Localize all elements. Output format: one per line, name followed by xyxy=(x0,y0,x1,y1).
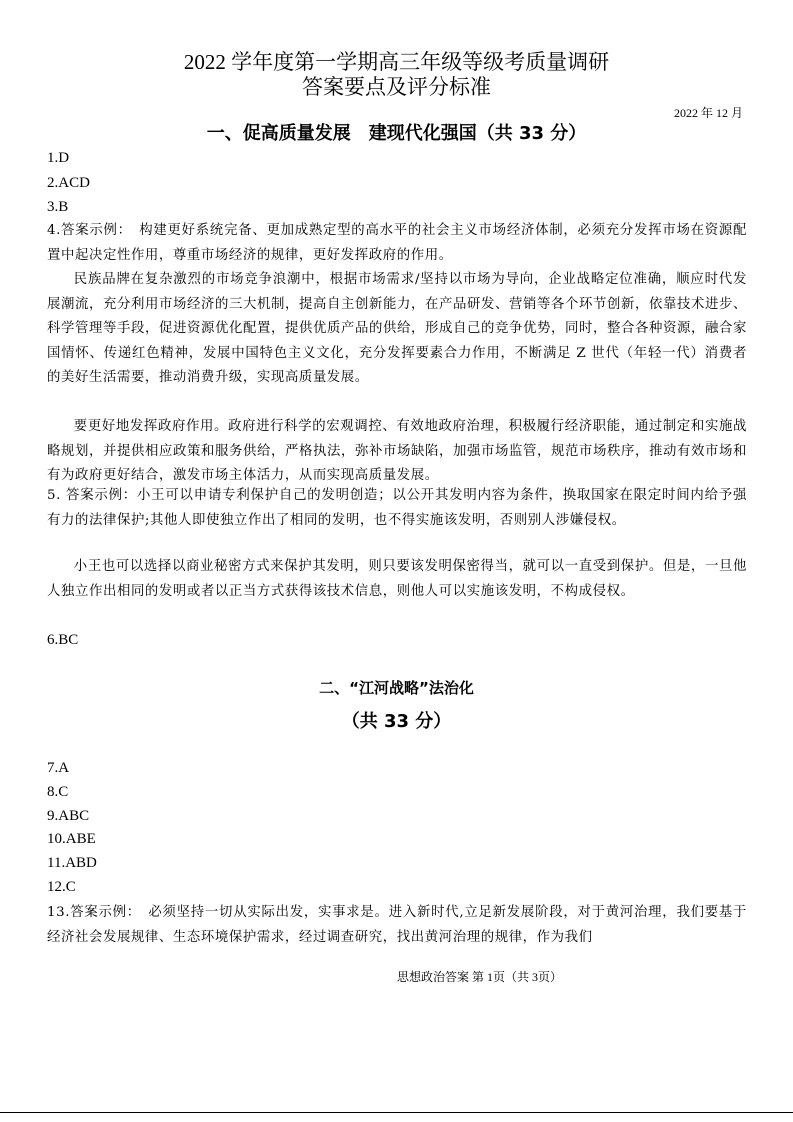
document-subtitle: 答案要点及评分标准 xyxy=(302,75,491,99)
answer-11: 11.ABD xyxy=(47,855,97,871)
section-1-heading: 一、促高质量发展 建现代化强国（共 33 分） xyxy=(206,123,587,144)
section-2-heading: 二、“江河战略”法治化 xyxy=(319,679,474,697)
answer-2: 2.ACD xyxy=(47,175,90,191)
answer-13-paragraph-1: 13.答案示例： 必须坚持一切从实际出发，实事求是。进入新时代,立足新发展阶段，对于黄河治理，我们要基于经济社会发展规律、生态环境保护需求，经过调查研究，找出黄河治理的规律，作为我们 xyxy=(47,905,747,945)
answer-1: 1.D xyxy=(47,150,70,166)
answer-8: 8.C xyxy=(47,784,69,800)
document-date: 2022 年 12 月 xyxy=(673,106,743,120)
answer-6: 6.BC xyxy=(47,632,79,648)
answer-9: 9.ABC xyxy=(47,808,90,824)
answer-12: 12.C xyxy=(47,879,76,895)
section-2-score: （共 33 分） xyxy=(341,711,452,732)
document-title: 2022 学年度第一学期高三年级等级考质量调研 xyxy=(183,50,610,74)
answer-4-paragraph-2: 民族品牌在复杂激烈的市场竞争浪潮中，根据市场需求/坚持以市场为导向，企业战略定位准确，顺应时代发展潮流，充分利用市场经济的三大机制，提高自主创新能力，在产品研发、营销等各个环节创新，依靠技术进步、科学管理等手段，促进资源优化配置，提供优质产品的供给，形成自己的竞争优势，同时，整合各种资源，融合家国情怀、传递红色精神，发展中国特色主义文化，充分发挥要素合力作用，不断满足 Z 世代（年轻一代）消费者的美好生活需要，推动消费升级，实现高质量发展。 xyxy=(47,272,747,385)
answer-10: 10.ABE xyxy=(47,831,96,847)
answer-5-paragraph-1: 5. 答案示例：小王可以申请专利保护自己的发明创造；以公开其发明内容为条件，换取国家在限定时间内给予强有力的法律保护;其他人即使独立作出了相同的发明，也不得实施该发明，否则别人涉嫌侵权。 xyxy=(47,488,747,528)
page-footer: 思想政治答案 第 1页（共 3页） xyxy=(397,970,563,984)
answer-7: 7.A xyxy=(47,760,70,776)
answer-5-paragraph-2: 小王也可以选择以商业秘密方式来保护其发明，则只要该发明保密得当，就可以一直受到保护。但是，一旦他人独立作出相同的发明或者以正当方式获得该技术信息，则他人可以实施该发明，不构成侵权。 xyxy=(47,559,747,599)
answer-3: 3.B xyxy=(47,199,69,215)
answer-4-intro: 4.答案示例： 构建更好系统完备、更加成熟定型的高水平的社会主义市场经济体制，必须充分发挥市场在资源配置中起决定性作用，尊重市场经济的规律，更好发挥政府的作用。 xyxy=(47,223,747,263)
bottom-divider xyxy=(0,1112,793,1113)
answer-4-paragraph-3: 要更好地发挥政府作用。政府进行科学的宏观调控、有效地政府治理，积极履行经济职能，通过制定和实施战略规划，并提供相应政策和服务供给，严格执法，弥补市场缺陷，加强市场监管，规范市场秩序，推动有效市场和有为政府更好结合，激发市场主体活力，从而实现高质量发展。 xyxy=(47,419,747,483)
